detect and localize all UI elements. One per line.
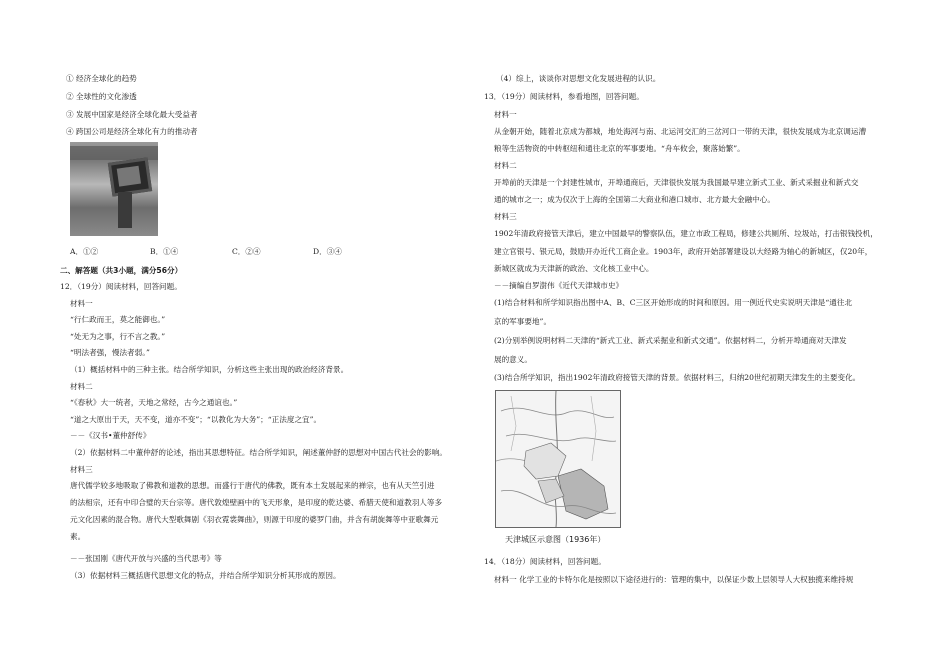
q12-line: 材料三	[70, 465, 93, 474]
q12-line: （3）依据材料三概括唐代思想文化的特点，并结合所学知识分析其形成的原因。	[70, 571, 341, 580]
q13-line: 材料一	[494, 110, 517, 119]
section-heading: 二、解答题（共3小题，满分56分）	[60, 266, 183, 275]
q12-line: －－《汉书•董仲舒传》	[70, 431, 151, 440]
option-a: A．①②	[70, 247, 99, 256]
q13-line: 展的意义。	[494, 355, 532, 364]
statement-2: ② 全球性的文化渗透	[66, 92, 137, 101]
q12-line: －－张国刚《唐代开放与兴盛的当代思考》等	[70, 554, 222, 563]
statement-4: ④ 跨国公司是经济全球化有力的推动者	[66, 127, 198, 136]
statement-3: ③ 发展中国家是经济全球化最大受益者	[66, 110, 198, 119]
q12-line: 元文化因素的混合物。唐代大型歌舞剧《羽衣霓裳舞曲》，则源于印度的婆罗门曲，并含有胡旋舞等中亚歌舞元	[70, 515, 439, 524]
q12-line: （2）依据材料二中董仲舒的论述，指出其思想特征。结合所学知识，阐述董仲舒的思想对中国古代社会的影响。	[70, 448, 447, 457]
q13-line: 京的军事要地”。	[494, 317, 552, 326]
tianjin-map	[495, 390, 621, 528]
q12-part4: （4）综上，谈谈你对思想文化发展进程的认识。	[496, 74, 661, 83]
q12-line: （1）概括材料中的三种主张。结合所学知识，分析这些主张出现的政治经济背景。	[70, 365, 349, 374]
q13-line: 材料三	[494, 212, 517, 221]
q12-title: 12．（19分）阅读材料，回答问题。	[60, 282, 182, 291]
map-caption: 天津城区示意图（1936年）	[505, 535, 606, 544]
photo-television	[108, 157, 152, 196]
q13-line: 通的城市之一；成为仅次于上海的全国第二大商业和港口城市、北方最大金融中心。	[494, 195, 775, 204]
q13-line: (2)分别举例说明材料二天津的“新式工业、新式采掘业和新式交通”。依据材料二，分析开埠通商对天津发	[494, 336, 847, 345]
q13-line: 新城区就成为天津新的政治、文化核工业中心。	[494, 264, 654, 273]
q12-line: 素。	[70, 532, 86, 541]
tv-carrier-photo	[70, 142, 158, 236]
q12-line: 唐代儒学较多地吸取了佛教和道教的思想。而盛行于唐代的佛教，既有本土发展起来的禅宗，也有从天竺引进	[70, 481, 435, 490]
q12-line: 材料二	[70, 382, 93, 391]
q12-line: “处无为之事，行不言之教。”	[70, 332, 166, 341]
right-column	[484, 0, 904, 672]
q13-line: (3)结合所学知识，指出1902年清政府接管天津的背景。依据材料三，归纳20世纪初期天津发生的主要变化。	[494, 373, 861, 382]
q12-line: 的法相宗，还有中印合璧的天台宗等。唐代敦煌壁画中的飞天形象，是印度的乾达婆、希腊天使和道教羽人等多	[70, 498, 443, 507]
statement-1: ① 经济全球化的趋势	[66, 74, 137, 83]
q13-title: 13．（19分）阅读材料，参看地图，回答问题。	[484, 92, 644, 101]
q13-line: －－摘编自罗澍伟《近代天津城市史》	[494, 281, 624, 290]
q12-line: “《春秋》大一统者，天地之常经，古今之通谊也。”	[70, 398, 238, 407]
q13-line: 1902年清政府接管天津后，建立中国最早的警察队伍，建立市政工程局，修建公共厕所、垃圾站，打击银钱投机，	[494, 229, 878, 238]
q14-line: 材料一 化学工业的卡特尔化是按照以下途径进行的：管理的集中，以保证少数上层领导人大权独揽来维持规	[494, 575, 854, 584]
q13-line: 材料二	[494, 161, 517, 170]
left-column	[60, 0, 476, 672]
q13-line: 从金朝开始，随着北京成为都城，地处海河与南、北运河交汇的三岔河口一带的天津，很快发展成为北京调运漕	[494, 127, 867, 136]
q12-line: “道之大原出于天，天不变，道亦不变”；“以教化为大务”；“正法度之宜”。	[70, 415, 322, 424]
q12-line: 材料一	[70, 299, 93, 308]
q14-title: 14．（18分）阅读材料，回答问题。	[484, 557, 606, 566]
q13-line: 粮等生活物资的中转枢纽和通往北京的军事要地。“舟车攸会，聚落始繁”。	[494, 144, 745, 153]
q12-line: “行仁政而王，莫之能御也。”	[70, 315, 166, 324]
option-c: C．②④	[232, 247, 261, 256]
map-drawing	[496, 391, 620, 527]
option-b: B．①④	[150, 247, 179, 256]
photo-person	[118, 192, 132, 228]
q12-line: “明法者强，慢法者弱。”	[70, 348, 150, 357]
q13-line: 建立官银号、银元局，鼓励开办近代工商企业。1903年，政府开始部署建设以大经路为轴心的新城区，仅20年，	[494, 247, 873, 256]
option-d: D．③④	[313, 247, 342, 256]
q13-line: 开埠前的天津是一个封建性城市，开埠通商后，天津很快发展为我国最早建立新式工业、新式采掘业和新式交	[494, 178, 859, 187]
q13-line: (1)结合材料和所学知识指出图中A、B、C三区开始形成的时间和原因。用一例近代史实说明天津是“通往北	[494, 298, 853, 307]
